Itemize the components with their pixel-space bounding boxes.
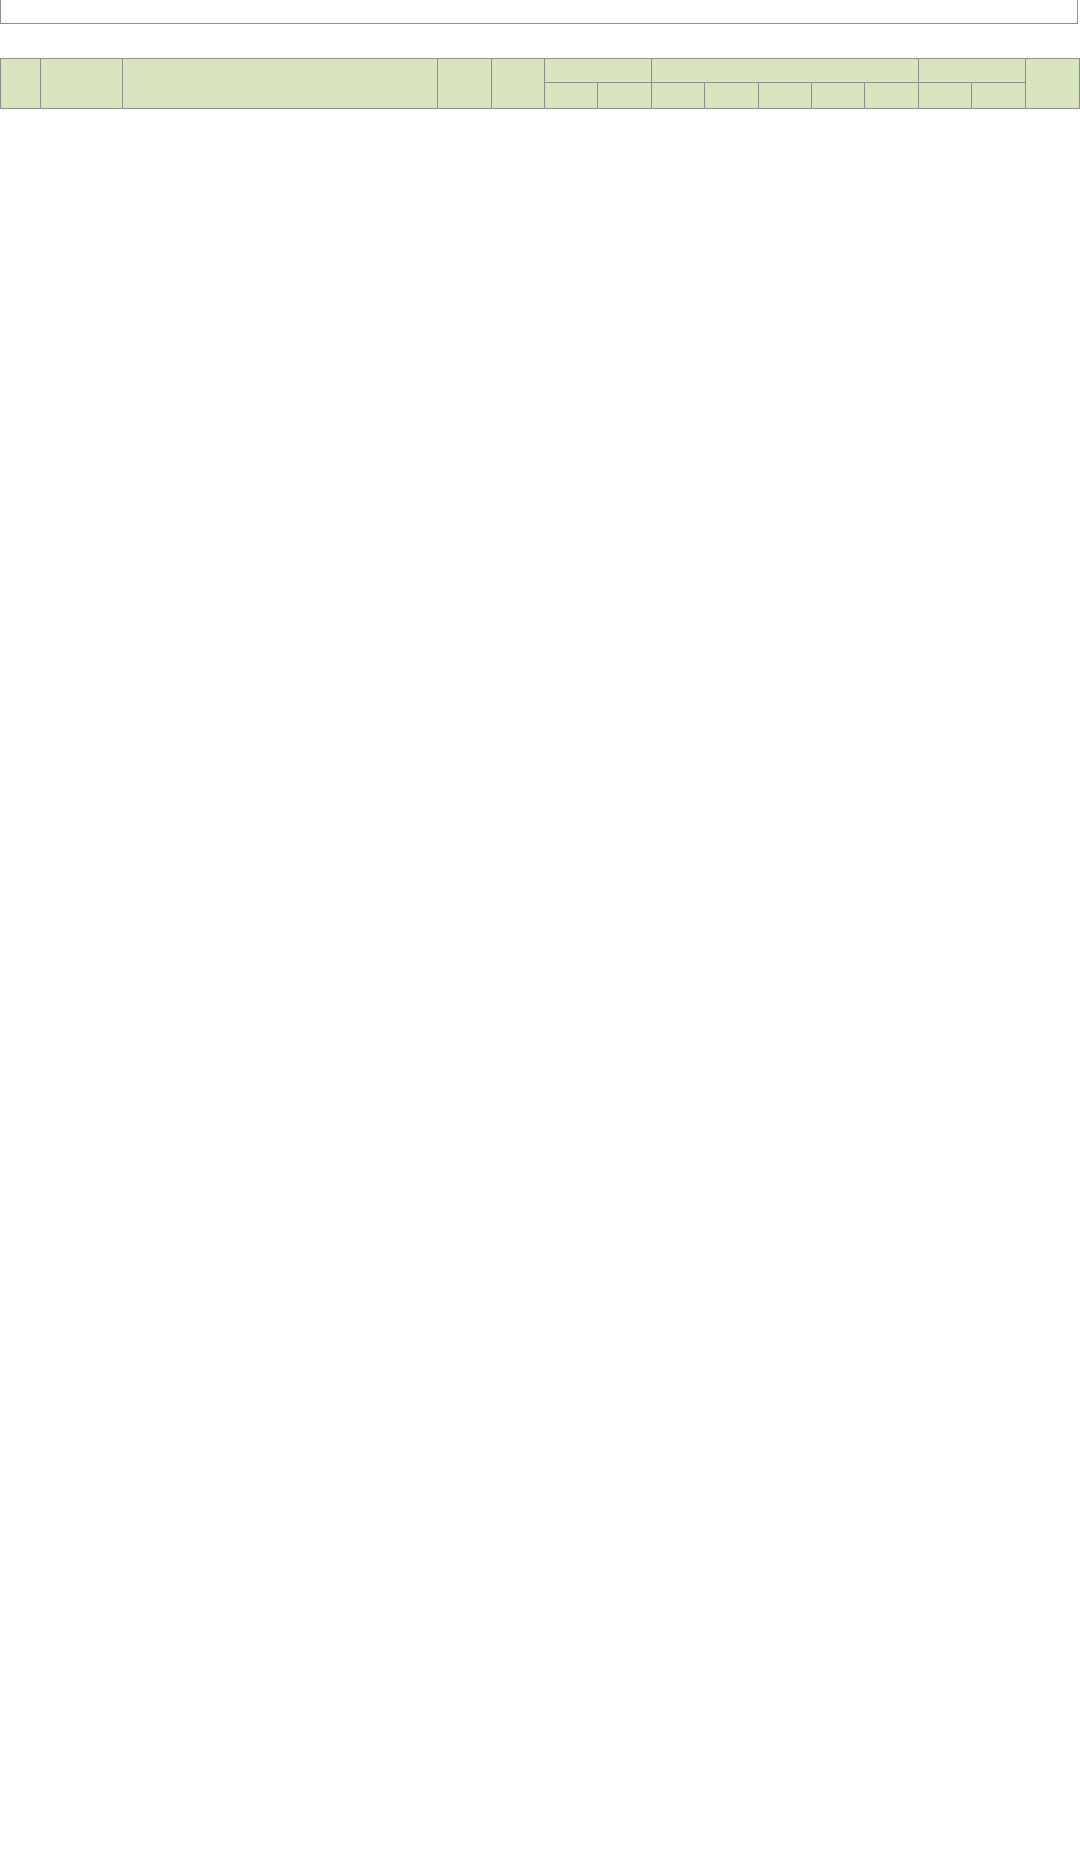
header-sub: [544, 83, 597, 109]
header-warehouse: [651, 59, 918, 83]
responsibility-table: [0, 58, 1080, 109]
notes-line-2: [0, 0, 1078, 24]
header-detail: [122, 59, 437, 109]
header-sub: [758, 83, 811, 109]
header-sub: [811, 83, 864, 109]
header-sub: [918, 83, 971, 109]
header-seq: [1, 59, 41, 109]
header-sub: [865, 83, 918, 109]
header-sub: [705, 83, 758, 109]
header-remark: [1025, 59, 1079, 109]
header-purchase: [918, 59, 1025, 83]
header-blank-2: [491, 59, 544, 109]
header-plan: [544, 59, 651, 83]
header-sub: [972, 83, 1025, 109]
header-blank-1: [438, 59, 491, 109]
header-sub: [651, 83, 704, 109]
header-category: [41, 59, 123, 109]
header-sub: [598, 83, 651, 109]
